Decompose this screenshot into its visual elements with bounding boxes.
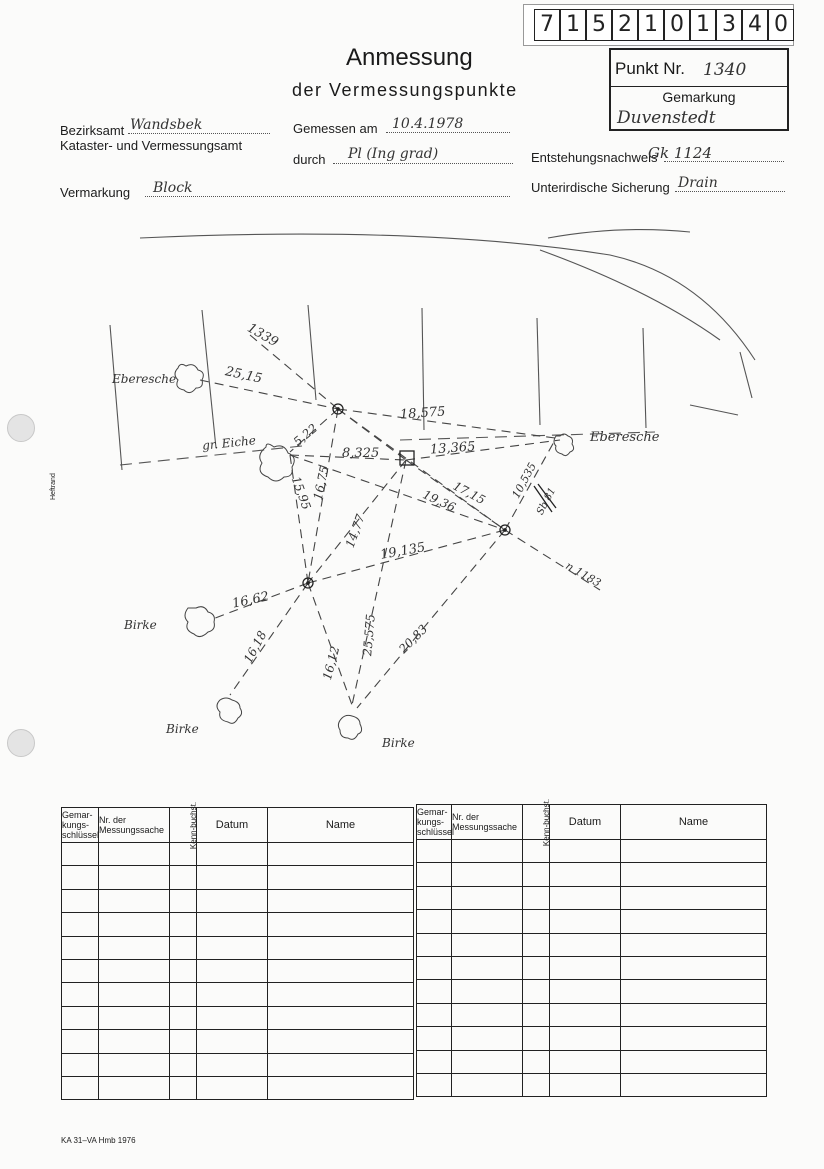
sketch-label: 16,18 — [240, 628, 270, 666]
table-cell[interactable] — [62, 1030, 99, 1053]
table-cell[interactable] — [417, 863, 452, 886]
table-cell[interactable] — [99, 913, 170, 936]
table-cell[interactable] — [268, 866, 414, 889]
sketch-label: Birke — [166, 722, 199, 736]
table-cell[interactable] — [621, 933, 767, 956]
table-cell[interactable] — [417, 933, 452, 956]
table-cell[interactable] — [523, 1050, 550, 1073]
table-cell[interactable] — [197, 866, 268, 889]
doc-digit: 7 — [534, 9, 560, 41]
table-cell[interactable] — [197, 983, 268, 1006]
table-cell[interactable] — [62, 843, 99, 866]
table-cell[interactable] — [452, 1027, 523, 1050]
sketch-label: Birke — [382, 736, 415, 750]
measurement-table-right — [416, 798, 767, 1097]
table-cell[interactable] — [550, 956, 621, 979]
table-cell[interactable] — [170, 913, 197, 936]
table-cell[interactable] — [452, 956, 523, 979]
table-cell[interactable] — [62, 1006, 99, 1029]
table-cell[interactable] — [62, 936, 99, 959]
table-cell[interactable] — [417, 1073, 452, 1096]
table-cell[interactable] — [268, 936, 414, 959]
table-cell[interactable] — [523, 1003, 550, 1026]
table-cell[interactable] — [621, 910, 767, 933]
punkt-value: 1340 — [703, 60, 747, 80]
table-cell[interactable] — [197, 959, 268, 982]
gemessen-label: Gemessen am — [293, 121, 378, 136]
table-cell[interactable] — [452, 886, 523, 909]
table-cell[interactable] — [523, 910, 550, 933]
table-cell[interactable] — [621, 886, 767, 909]
table-cell[interactable] — [62, 983, 99, 1006]
table-cell[interactable] — [417, 886, 452, 909]
table-cell[interactable] — [197, 913, 268, 936]
sketch-label: Eberesche — [590, 430, 660, 445]
table-body-left — [62, 843, 414, 1100]
header-messungssache: Nr. der Messungssache — [99, 808, 170, 843]
table-cell[interactable] — [550, 886, 621, 909]
sketch-label: 20,83 — [396, 621, 431, 657]
table-cell[interactable] — [523, 1027, 550, 1050]
header-kennbuchst: Kenn-buchst. — [542, 798, 552, 847]
table-cell[interactable] — [170, 889, 197, 912]
gemarkung-value: Duvenstedt — [617, 108, 716, 128]
table-row — [62, 866, 414, 889]
gemessen-value: 10.4.1978 — [392, 116, 464, 132]
table-cell[interactable] — [62, 889, 99, 912]
table-row — [62, 983, 414, 1006]
table-row — [62, 936, 414, 959]
table-cell[interactable] — [268, 913, 414, 936]
sketch-label: 13,365 — [429, 439, 476, 458]
table-cell[interactable] — [523, 980, 550, 1003]
table-row — [417, 863, 767, 886]
table-cell[interactable] — [621, 956, 767, 979]
sketch-label: 25,15 — [223, 364, 264, 387]
table-cell[interactable] — [523, 863, 550, 886]
measurement-table-left — [61, 801, 414, 1100]
durch-label: durch — [293, 152, 326, 167]
table-cell[interactable] — [268, 959, 414, 982]
table-cell[interactable] — [268, 1076, 414, 1099]
header-gemarkungsschluessel: Gemar-kungs-schlüssel — [62, 808, 99, 843]
table-row — [417, 1050, 767, 1073]
table-cell[interactable] — [550, 1073, 621, 1096]
table-cell[interactable] — [268, 983, 414, 1006]
table-cell[interactable] — [523, 933, 550, 956]
office-label: Bezirksamt — [60, 123, 125, 138]
table-cell[interactable] — [550, 863, 621, 886]
table-cell[interactable] — [268, 1006, 414, 1029]
sketch-label: 5,22 — [290, 421, 321, 449]
table-body-right — [417, 840, 767, 1097]
doc-digit: 3 — [716, 9, 742, 41]
table-cell[interactable] — [621, 980, 767, 1003]
table-cell[interactable] — [99, 866, 170, 889]
doc-digit: 1 — [560, 9, 586, 41]
doc-digit: 0 — [664, 9, 690, 41]
table-cell[interactable] — [99, 1053, 170, 1076]
table-cell[interactable] — [62, 913, 99, 936]
sketch-label: Sb 81 — [534, 486, 559, 517]
table-cell[interactable] — [197, 889, 268, 912]
sketch-label: 1339 — [244, 320, 281, 351]
form-footer: KA 31–VA Hmb 1976 — [61, 1136, 136, 1145]
table-cell[interactable] — [197, 1030, 268, 1053]
sketch-label: Eberesche — [112, 372, 177, 386]
table-cell[interactable] — [62, 866, 99, 889]
sketch-label: n 1183 — [563, 559, 604, 590]
table-cell[interactable] — [99, 1006, 170, 1029]
table-cell[interactable] — [452, 933, 523, 956]
table-cell[interactable] — [550, 1027, 621, 1050]
table-cell[interactable] — [99, 1076, 170, 1099]
table-row — [62, 959, 414, 982]
table-cell[interactable] — [170, 1076, 197, 1099]
table-cell[interactable] — [170, 1006, 197, 1029]
table-cell[interactable] — [170, 959, 197, 982]
table-row — [62, 1006, 414, 1029]
header-name: Name — [268, 808, 414, 843]
table-cell[interactable] — [550, 840, 621, 863]
table-row — [417, 980, 767, 1003]
table-cell[interactable] — [417, 910, 452, 933]
table-cell[interactable] — [170, 866, 197, 889]
table-cell[interactable] — [550, 980, 621, 1003]
table-row — [417, 933, 767, 956]
sketch-label: 15,95 — [288, 474, 314, 512]
header-datum: Datum — [197, 808, 268, 843]
doc-digit: 4 — [742, 9, 768, 41]
vermarkung-value: Block — [153, 180, 193, 196]
table-cell[interactable] — [621, 840, 767, 863]
sketch-label: 19,36 — [420, 487, 458, 515]
sketch-label: 16,62 — [230, 589, 271, 612]
doc-digit: 5 — [586, 9, 612, 41]
table-cell[interactable] — [523, 1073, 550, 1096]
table-cell[interactable] — [621, 1073, 767, 1096]
office-subtitle: Kataster- und Vermessungsamt — [60, 138, 243, 153]
header-datum: Datum — [550, 805, 621, 840]
table-cell[interactable] — [621, 1027, 767, 1050]
table-row — [417, 1003, 767, 1026]
table-cell[interactable] — [62, 1053, 99, 1076]
table-cell[interactable] — [550, 1003, 621, 1026]
table-cell[interactable] — [452, 863, 523, 886]
table-cell[interactable] — [550, 933, 621, 956]
table-cell[interactable] — [99, 983, 170, 1006]
table-row — [62, 1030, 414, 1053]
entstehung-value: Gk 1124 — [648, 144, 713, 162]
table-cell[interactable] — [417, 1003, 452, 1026]
sketch-label: 16,12 — [319, 644, 343, 682]
table-cell[interactable] — [197, 843, 268, 866]
sketch-label: 14,77 — [342, 512, 368, 550]
table-cell[interactable] — [452, 1050, 523, 1073]
table-cell[interactable] — [452, 910, 523, 933]
header-messungssache: Nr. der Messungssache — [452, 805, 523, 840]
table-cell[interactable] — [417, 1027, 452, 1050]
doc-digit: 1 — [690, 9, 716, 41]
doc-digit: 2 — [612, 9, 638, 41]
table-cell[interactable] — [417, 956, 452, 979]
header-gemarkungsschluessel: Gemar-kungs-schlüssel — [417, 805, 452, 840]
sicherung-value: Drain — [678, 175, 718, 191]
table-cell[interactable] — [621, 863, 767, 886]
vermarkung-label: Vermarkung — [60, 185, 131, 200]
table-row — [417, 910, 767, 933]
table-cell[interactable] — [523, 956, 550, 979]
table-row — [62, 1076, 414, 1099]
table-cell[interactable] — [417, 840, 452, 863]
sketch-label: 19,135 — [379, 540, 427, 563]
page-subtitle: der Vermessungspunkte — [292, 80, 518, 100]
table-row — [417, 1027, 767, 1050]
table-cell[interactable] — [550, 910, 621, 933]
sketch-label: 17,15 — [450, 478, 488, 508]
durch-value: Pl (Ing grad) — [348, 146, 439, 162]
sketch-label: 16,75 — [310, 464, 332, 502]
table-cell[interactable] — [417, 1050, 452, 1073]
table-cell[interactable] — [452, 1073, 523, 1096]
table-row — [62, 913, 414, 936]
table-cell[interactable] — [62, 959, 99, 982]
table-cell[interactable] — [62, 1076, 99, 1099]
table-cell[interactable] — [170, 936, 197, 959]
table-cell[interactable] — [99, 889, 170, 912]
table-cell[interactable] — [170, 1053, 197, 1076]
table-cell[interactable] — [550, 1050, 621, 1073]
table-row — [62, 1053, 414, 1076]
table-row — [417, 840, 767, 863]
table-cell[interactable] — [268, 1053, 414, 1076]
table-cell[interactable] — [452, 980, 523, 1003]
table-row — [417, 956, 767, 979]
table-cell[interactable] — [268, 1030, 414, 1053]
table-cell[interactable] — [268, 843, 414, 866]
table-cell[interactable] — [197, 1006, 268, 1029]
table-cell[interactable] — [452, 1003, 523, 1026]
table-cell[interactable] — [417, 980, 452, 1003]
sketch-label: 18,575 — [399, 404, 446, 423]
doc-digit: 1 — [638, 9, 664, 41]
table-cell[interactable] — [452, 840, 523, 863]
table-row — [62, 843, 414, 866]
table-cell[interactable] — [170, 1030, 197, 1053]
table-cell[interactable] — [621, 1003, 767, 1026]
entstehung-label: Entstehungsnachweis — [531, 150, 658, 165]
office-district: Wandsbek — [130, 117, 203, 133]
table-cell[interactable] — [99, 1030, 170, 1053]
doc-digit: 0 — [768, 9, 794, 41]
sketch-label: 25,575 — [360, 613, 378, 657]
table-cell[interactable] — [197, 1053, 268, 1076]
table-cell[interactable] — [99, 843, 170, 866]
table-row — [417, 886, 767, 909]
sketch-label: Birke — [124, 618, 157, 632]
gemarkung-label: Gemarkung — [662, 89, 736, 105]
table-cell[interactable] — [523, 886, 550, 909]
table-cell[interactable] — [621, 1050, 767, 1073]
header-name: Name — [621, 805, 767, 840]
header-kennbuchst: Kenn-buchst. — [189, 801, 199, 850]
table-cell[interactable] — [99, 936, 170, 959]
table-cell[interactable] — [170, 983, 197, 1006]
page-title: Anmessung — [346, 44, 473, 71]
sketch-label: 10,535 — [509, 460, 540, 501]
table-cell[interactable] — [99, 959, 170, 982]
punkt-label: Punkt Nr. — [615, 59, 685, 78]
sketch-label: 8,325 — [342, 446, 380, 461]
sicherung-label: Unterirdische Sicherung — [531, 180, 670, 195]
sketch-label: gr. Eiche — [201, 433, 257, 453]
table-row — [62, 889, 414, 912]
table-cell[interactable] — [197, 936, 268, 959]
table-row — [417, 1073, 767, 1096]
table-cell[interactable] — [268, 889, 414, 912]
heftrand-label: Heftrand — [50, 473, 57, 500]
table-cell[interactable] — [197, 1076, 268, 1099]
